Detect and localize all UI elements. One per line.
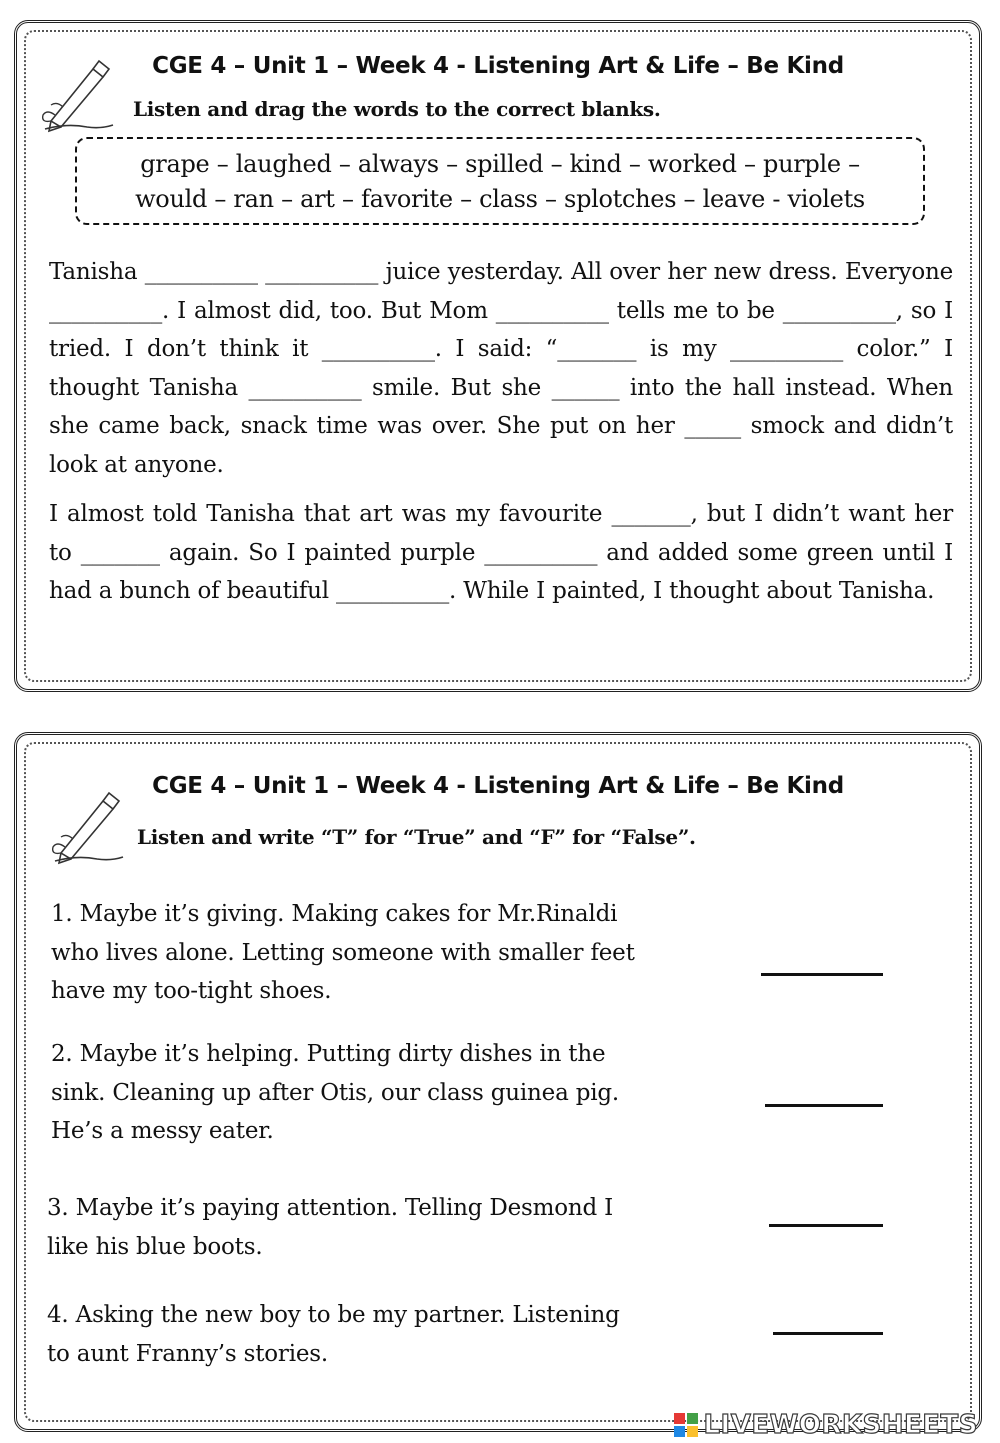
question-3: 3. Maybe it’s paying attention. Telling Desmond I like his blue boots. [47,1195,614,1260]
worksheet-true-false [14,732,982,1432]
word-bank-line-1[interactable]: grape – laughed – always – spilled – kind – worked – purple – [140,150,860,178]
worksheet-title: CGE 4 – Unit 1 – Week 4 - Listening Art & Life – Be Kind [152,53,844,79]
word-bank [75,137,925,225]
worksheet-fill-in-blanks [14,20,982,692]
question-4: 4. Asking the new boy to be my partner. Listening to aunt Franny’s stories. [47,1302,620,1367]
story-paragraph-2[interactable]: I almost told Tanisha that art was my favourite _______, but I didn’t want her to _______ again. So I painted purple __________ and added some green until I had a bunch of beautiful __________. While I painted, I thought about Tanisha. [49,501,953,604]
liveworksheets-logo-icon [673,1412,699,1438]
pencil-writing-icon [47,787,129,867]
word-bank-line-2[interactable]: would – ran – art – favorite – class – splotches – leave - violets [135,185,865,213]
answer-blank-2[interactable] [765,1104,883,1107]
question-1: 1. Maybe it’s giving. Making cakes for Mr.Rinaldi who lives alone. Letting someone with smaller feet have my too-tight shoes. [51,901,635,1004]
answer-blank-3[interactable] [769,1224,883,1227]
answer-blank-1[interactable] [761,973,883,976]
brand-name: LIVEWORKSHEETS [703,1410,978,1440]
answer-blank-4[interactable] [773,1332,883,1335]
brand-logo[interactable] [673,1410,978,1440]
instruction: Listen and write “T” for “True” and “F” for “False”. [137,825,696,849]
instruction: Listen and drag the words to the correct blanks. [133,97,661,121]
question-2: 2. Maybe it’s helping. Putting dirty dishes in the sink. Cleaning up after Otis, our class guinea pig. He’s a messy eater. [51,1041,620,1144]
worksheet-title: CGE 4 – Unit 1 – Week 4 - Listening Art & Life – Be Kind [152,773,844,799]
story-paragraph-1[interactable]: Tanisha __________ __________ juice yesterday. All over her new dress. Everyone __________. I almost did, too. But Mom __________ tells me to be __________, so I tried. I don’t think it __________. I said: “_______ is my __________ color.” I thought Tanisha __________ smile. But she ______ into the hall instead. When she came back, snack time was over. She put on her _____ smock and didn’t look at anyone. [49,259,953,478]
